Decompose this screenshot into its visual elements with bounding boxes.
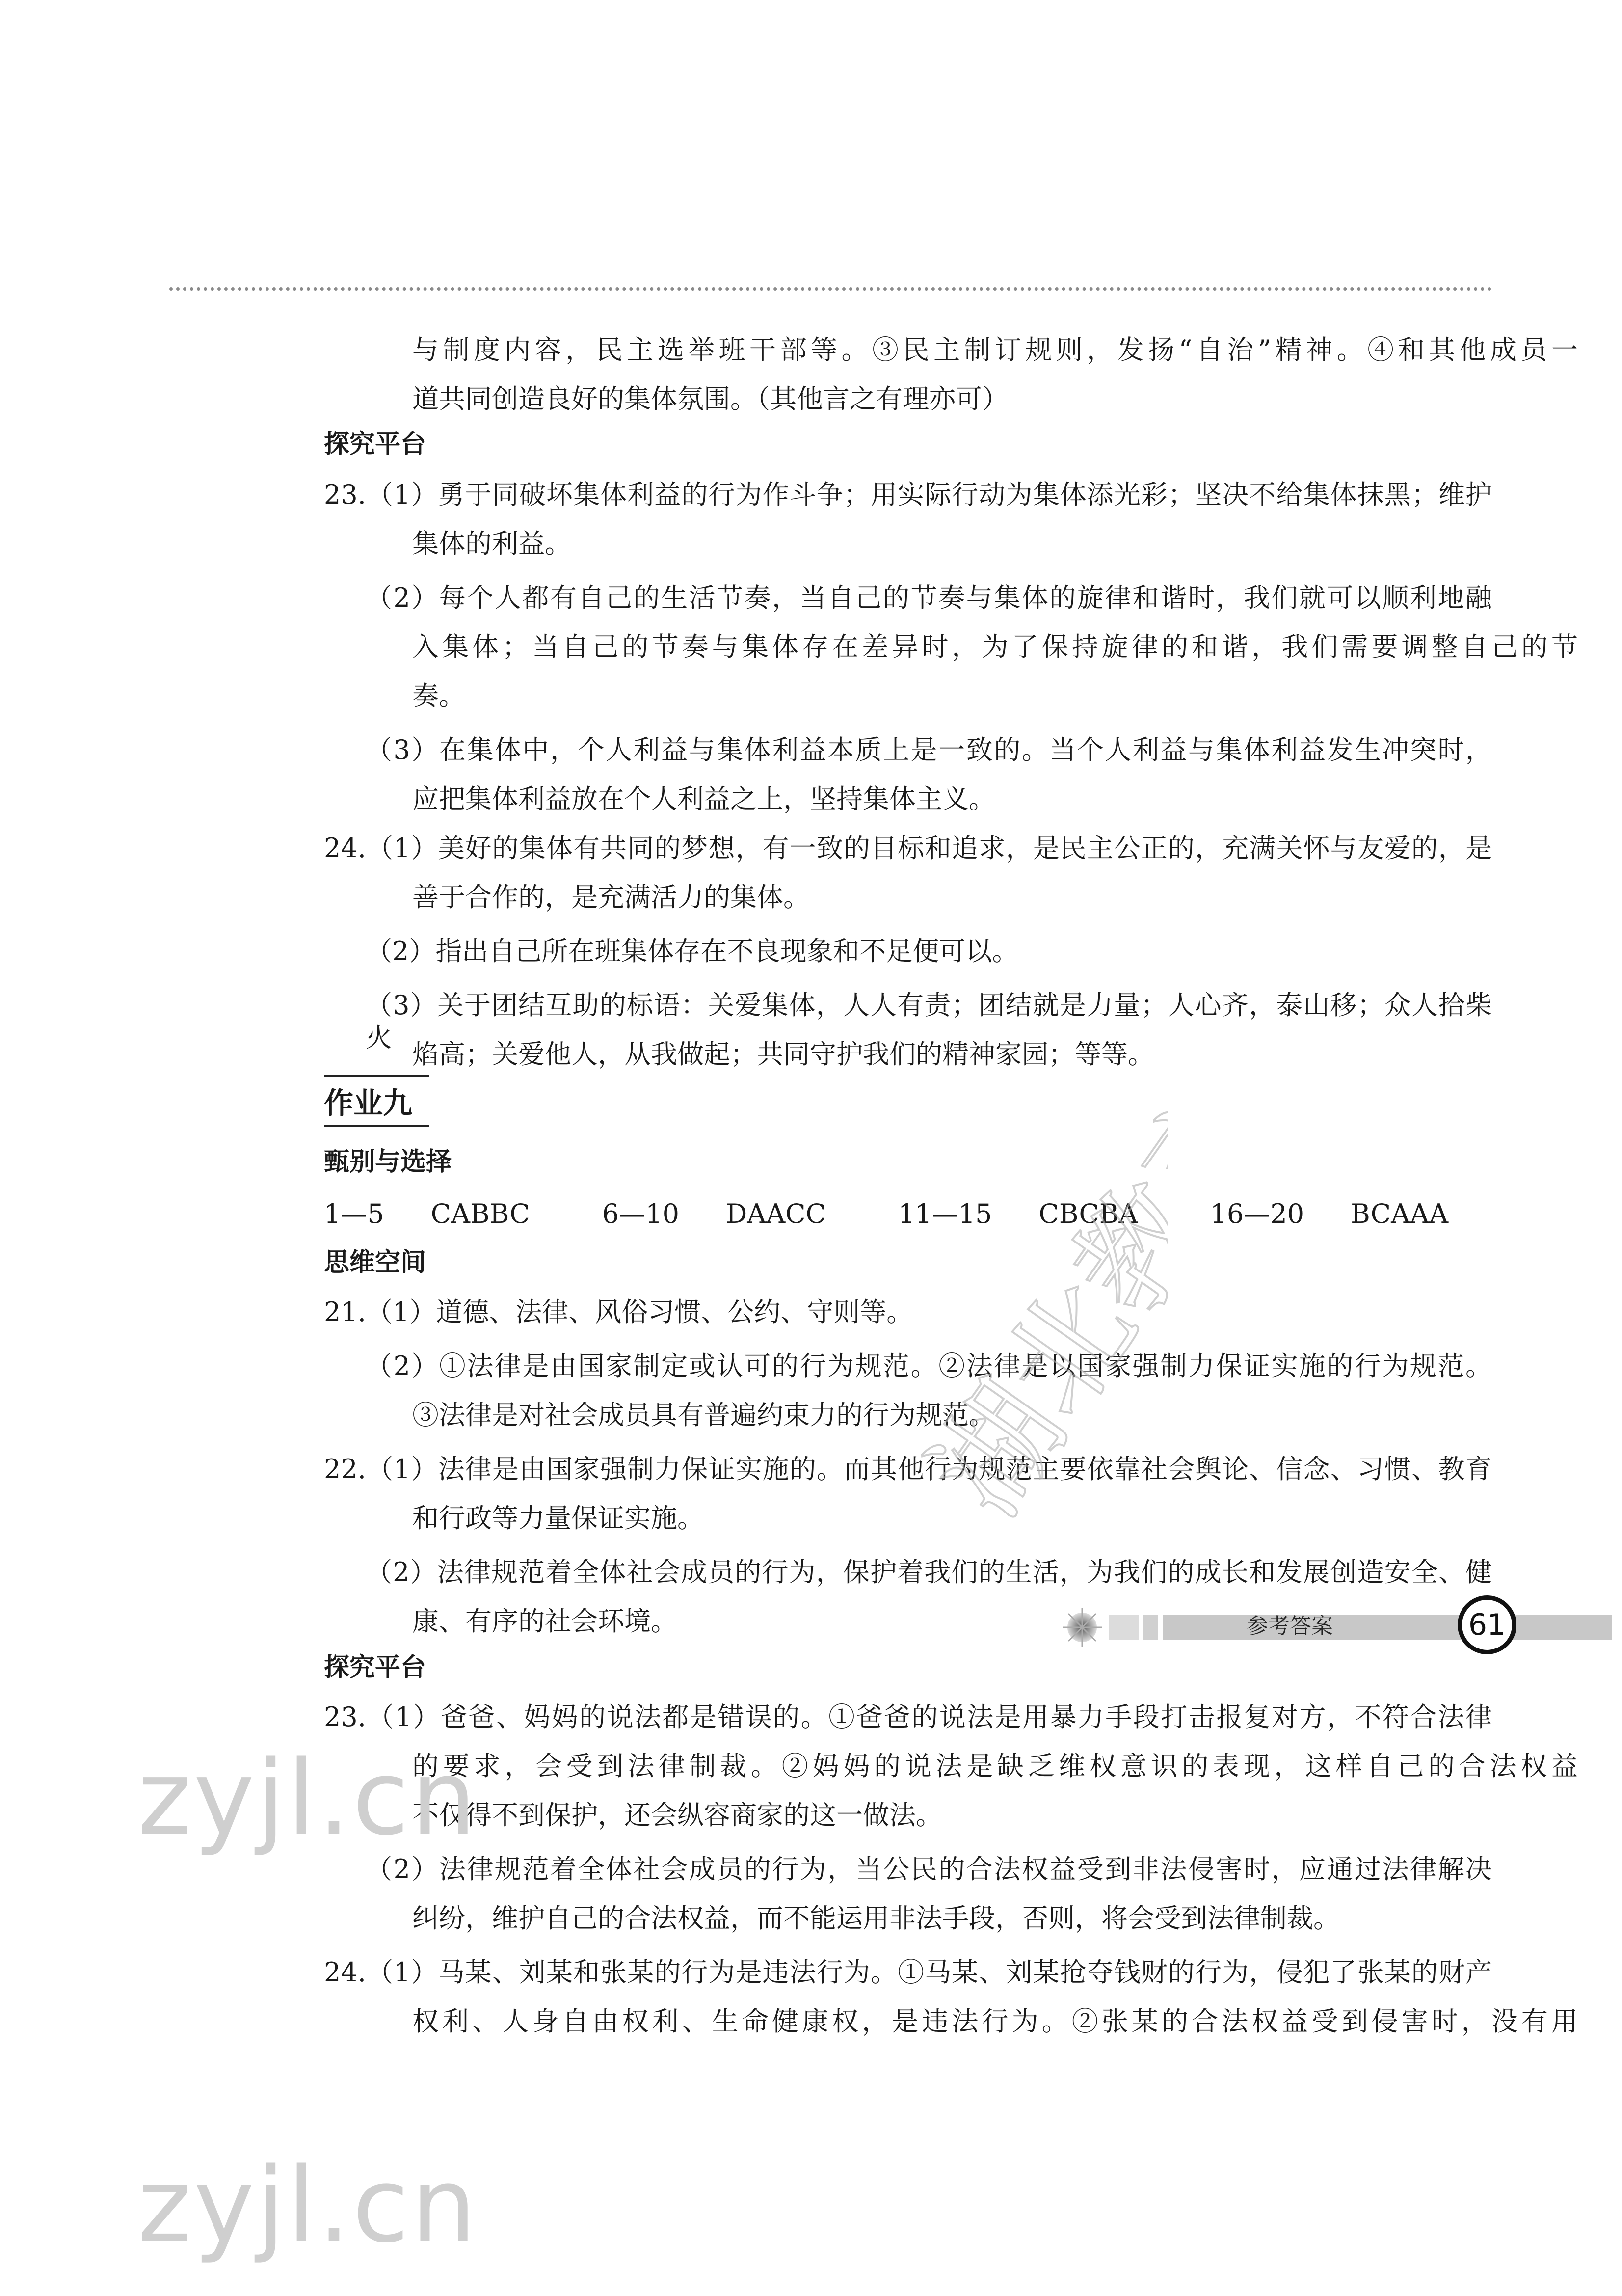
text-line: 的要求，会受到法律制裁。②妈妈的说法是缺乏维权意识的表现，这样自己的合法权益 [412,1751,1578,1782]
header-dotted-rule [169,287,1492,291]
answer-key: DAACC [725,1198,826,1229]
heading-zhenbie-xuanze: 甄别与选择 [324,1147,452,1177]
text-line: （2）法律规范着全体社会成员的行为，保护着我们的生活，为我们的成长和发展创造安全、健 [366,1557,1492,1588]
answer-key: BCAAA [1351,1198,1449,1229]
text-line: 21.（1）道德、法律、风俗习惯、公约、守则等。 [324,1297,913,1327]
text-line: 集体的利益。 [412,528,571,559]
watermark-text: 湖北教育出版社 [905,755,1168,1540]
text-line: 和行政等力量保证实施。 [412,1503,704,1534]
text-line: （2）①法律是由国家制定或认可的行为规范。②法律是以国家强制力保证实施的行为规范。 [366,1351,1492,1381]
text-line: 不仅得不到保护，还会纵容商家的这一做法。 [412,1800,942,1831]
answer-key: CBCBA [1038,1198,1138,1229]
text-line: 23.（1）勇于同破坏集体利益的行为作斗争；用实际行动为集体添光彩；坚决不给集体抹黑；维护 [324,479,1492,510]
site-watermark: zyjl.cn [137,2145,479,2266]
text-line: 焰高；关爱他人，从我做起；共同守护我们的精神家园；等等。 [412,1039,1154,1070]
footer-label: 参考答案 [1247,1614,1333,1639]
section-top-rule [324,1075,429,1077]
choice-answers-row [324,1198,1512,1230]
answer-range: 11—15 [898,1198,992,1229]
site-watermark: zyjl.cn [137,1738,479,1858]
text-line: 纠纷，维护自己的合法权益，而不能运用非法手段，否则，将会受到法律制裁。 [412,1903,1340,1934]
text-line: 权利、人身自由权利、生命健康权，是违法行为。②张某的合法权益受到侵害时，没有用 [412,2006,1578,2037]
page-number: 61 [1458,1595,1516,1654]
text-line: 康、有序的社会环境。 [412,1606,677,1637]
text-line: 23.（1）爸爸、妈妈的说法都是错误的。①爸爸的说法是用暴力手段打击报复对方，不符合法律 [324,1702,1492,1732]
sun-burst-icon [1063,1608,1102,1647]
text-line: 24.（1）美好的集体有共同的梦想，有一致的目标和追求，是民主公正的，充满关怀与友爱的，是 [324,833,1492,864]
answer-key: CABBC [430,1198,530,1229]
section-underline [324,1125,429,1127]
text-line: 应把集体利益放在个人利益之上，坚持集体主义。 [412,783,995,814]
answer-range: 1—5 [324,1198,384,1229]
text-line: （3）在集体中，个人利益与集体利益本质上是一致的。当个人利益与集体利益发生冲突时， [366,734,1492,765]
answer-range: 6—10 [602,1198,679,1229]
section-title: 作业九 [324,1086,412,1121]
heading-tanjiu-pingtai: 探究平台 [324,1653,426,1682]
footer-bar [1058,1608,1612,1647]
heading-tanjiu-pingtai: 探究平台 [324,430,426,459]
text-line: 入集体；当自己的节奏与集体存在差异时，为了保持旋律的和谐，我们需要调整自己的节 [412,631,1578,662]
heading-siwei-kongjian: 思维空间 [324,1248,426,1277]
text-line: （2）指出自己所在班集体存在不良现象和不足便可以。 [366,936,1019,967]
text-line: （3）关于团结互助的标语：关爱集体，人人有责；团结就是力量；人心齐，泰山移；众人拾柴火 [366,990,1492,1053]
text-line: 善于合作的，是充满活力的集体。 [412,882,810,913]
text-line: 奏。 [412,680,465,711]
text-line: 22.（1）法律是由国家强制力保证实施的。而其他行为规范主要依靠社会舆论、信念、习惯、教育 [324,1454,1492,1485]
text-line: 与制度内容，民主选举班干部等。③民主制订规则，发扬“自治”精神。④和其他成员一 [412,334,1578,365]
text-line: ③法律是对社会成员具有普遍约束力的行为规范。 [412,1400,995,1431]
text-line: （2）每个人都有自己的生活节奏，当自己的节奏与集体的旋律和谐时，我们就可以顺利地融 [366,582,1492,613]
text-line: 24.（1）马某、刘某和张某的行为是违法行为。①马某、刘某抢夺钱财的行为，侵犯了张某的财产 [324,1957,1492,1988]
text-line: 道共同创造良好的集体氛围。（其他言之有理亦可） [412,383,1009,414]
answer-range: 16—20 [1210,1198,1304,1229]
text-line: （2）法律规范着全体社会成员的行为，当公民的合法权益受到非法侵害时，应通过法律解决 [366,1854,1492,1885]
